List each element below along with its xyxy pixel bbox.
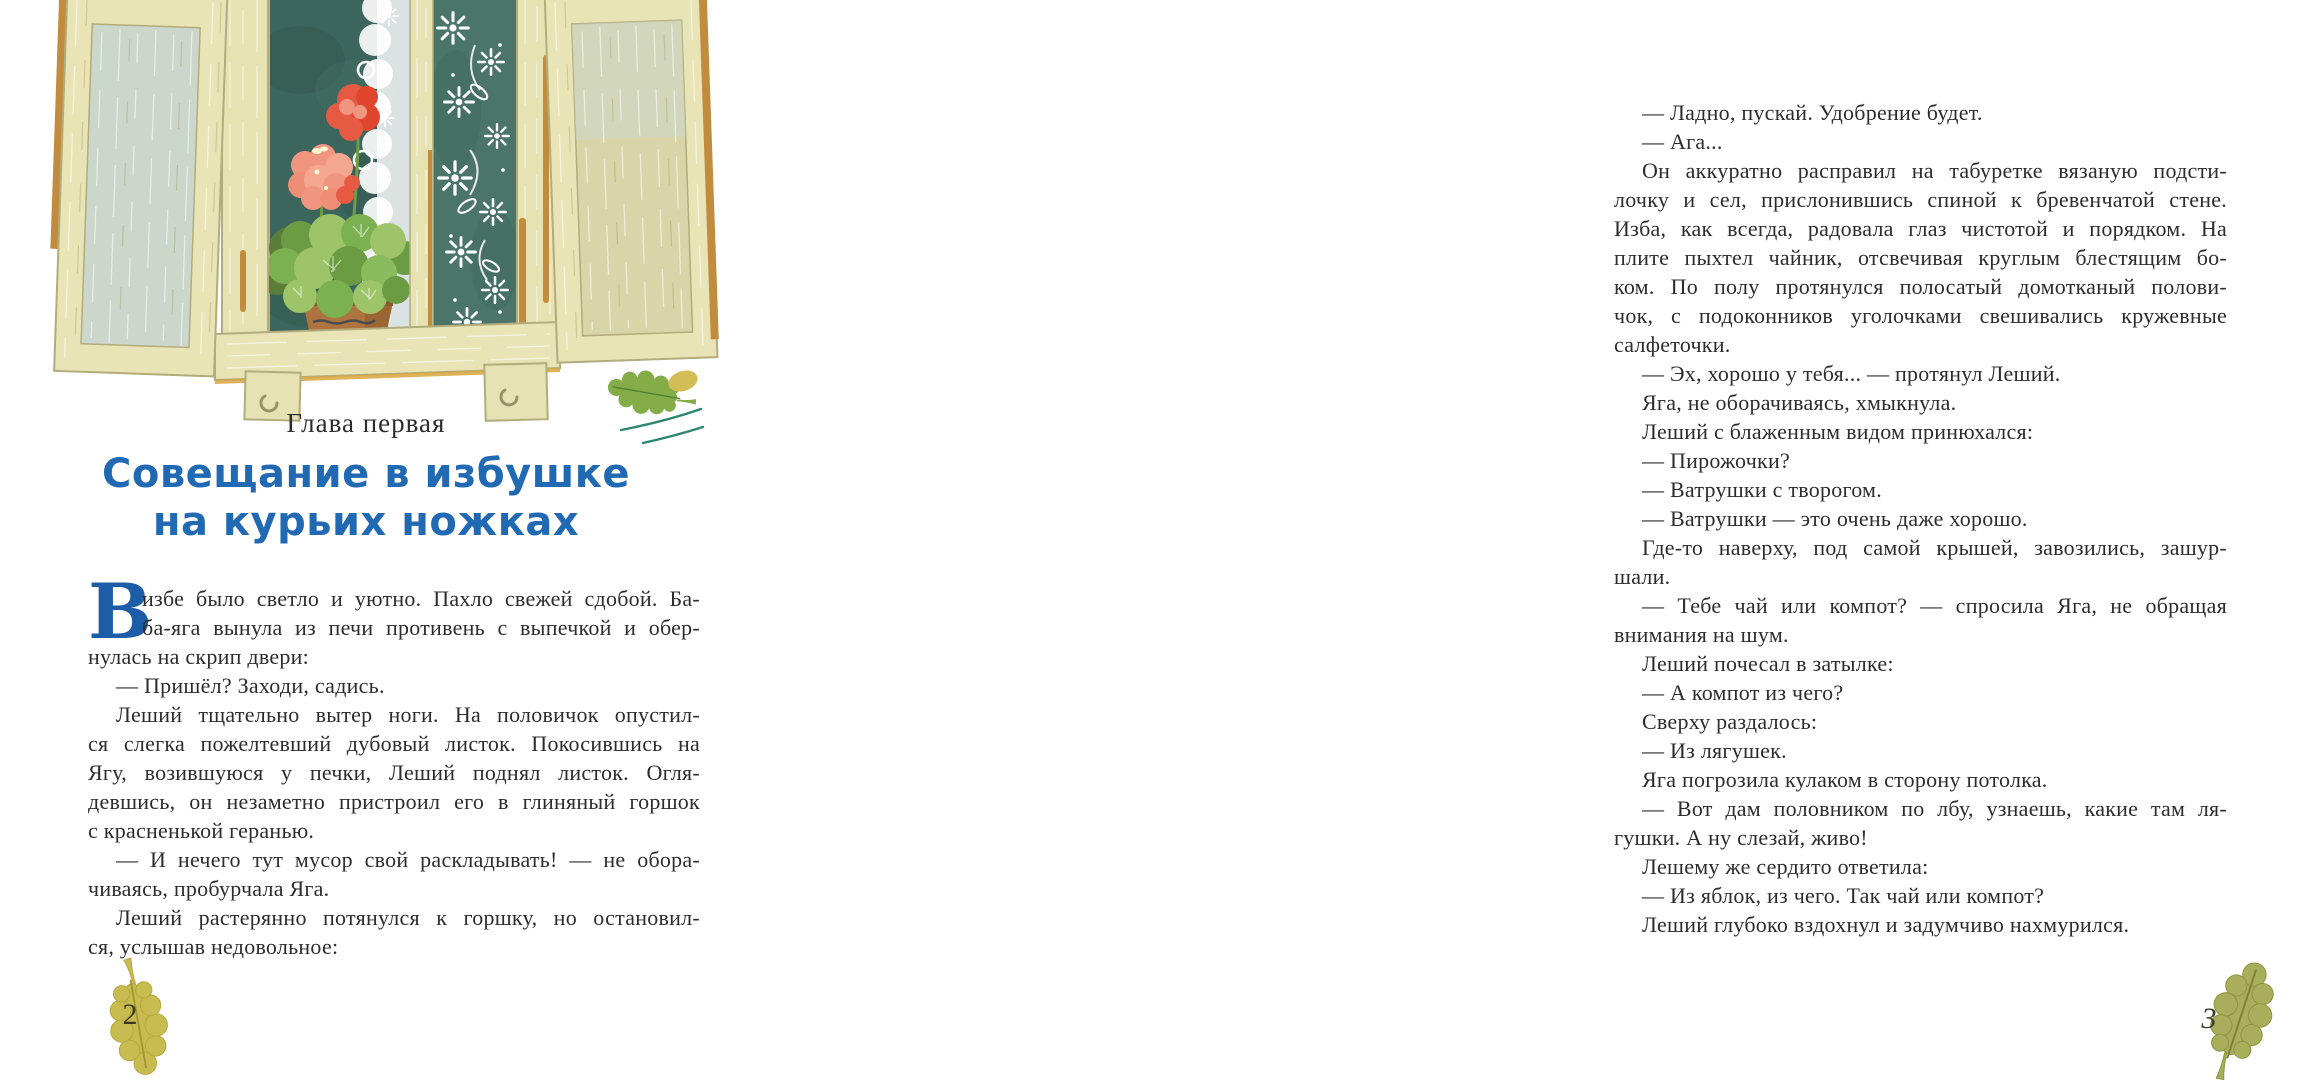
right-page-text [1614,98,2227,939]
text-line: — Эх, хорошо у тебя... — протянул Леший. [1642,361,2061,386]
text-line: девшись, он незаметно пристроил его в глиняный горшок [88,789,700,814]
left-page [0,0,769,1087]
text-line: — Ватрушки — это очень даже хорошо. [1642,506,2028,531]
geranium-leaves [260,214,422,318]
chapter-title [58,450,674,546]
text-line: гушки. А ну слезай, живо! [1614,825,1868,850]
page-number-oak-leaf-left [72,960,222,1088]
text-line: нулась на скрип двери: [88,644,309,669]
page-number-left: 2 [122,998,138,1031]
text-line: Леший тщательно вытер ноги. На половичок опустил- [116,702,700,727]
text-line: лочку и сел, прислонившись спиной к бревенчатой стене. [1614,187,2227,212]
text-line: Леший растерянно потянулся к горшку, но остановил- [116,905,700,930]
text-line: плите пыхтел чайник, отсвечивая круглым блестящим бо- [1614,245,2227,270]
text-line: Ягу, возившуюся у печки, Леший поднял листок. Огля- [88,760,700,785]
text-line: Изба, как всегда, радовала глаз чистотой и порядком. На [1614,216,2227,241]
chapter-title-line-2: на курьих ножках [152,499,580,545]
text-line: Леший с блаженным видом принюхался: [1642,419,2034,444]
text-line: — Пирожочки? [1642,448,1790,473]
text-line: — И нечего тут мусор свой раскладывать! — не обора- [116,847,700,872]
right-shutter [545,0,720,363]
text-line: Яга, не оборачиваясь, хмыкнула. [1642,390,1957,415]
text-line: чиваясь, пробурчала Яга. [88,876,330,901]
text-line: — Пришёл? Заходи, садись. [116,673,385,698]
text-line: — А компот из чего? [1642,680,1844,705]
text-line: — Из яблок, из чего. Так чай или компот? [1642,883,2045,908]
left-page-text [88,567,700,961]
text-line: салфеточки. [1614,332,1731,357]
left-shutter [46,0,227,376]
window-sill [215,322,560,421]
page-number-right: 3 [2201,1002,2217,1035]
text-line: Где-то наверху, под самой крышей, завозились, зашур- [1642,535,2227,560]
text-line: ся слегка пожелтевший дубовый листок. Покосившись на [88,731,700,756]
text-line: — Тебе чай или компот? — спросила Яга, не обращая [1642,593,2227,618]
chapter-title-line-1: Совещание в избушке [102,451,630,497]
right-page [769,0,2227,1087]
text-line: ся, услышав недовольное: [88,934,339,959]
text-line: чок, с подоконников уголочками свешивались кружевные [1614,303,2227,328]
text-line: — Ладно, пускай. Удобрение будет. [1642,100,1983,125]
text-line: Сверху раздалось: [1642,709,1818,734]
text-line: ком. По полу протянулся полосатый домотканый полови- [1614,274,2227,299]
text-line: Лешему же сердито ответила: [1642,854,1929,879]
text-line: ба-яга вынула из печи противень с выпечкой и обер- [142,615,700,640]
text-line: Он аккуратно расправил на табуретке вязаную подсти- [1642,158,2227,183]
text-line: — Ага... [1642,129,1723,154]
text-line: — Вот дам половником по лбу, узнаешь, какие там ля- [1642,796,2227,821]
text-line: внимания на шум. [1614,622,1789,647]
text-line: Яга погрозила кулаком в сторону потолка. [1642,767,2048,792]
text-line: избе было светло и уютно. Пахло свежей сдобой. Ба- [142,586,700,611]
text-line: — Ватрушки с творогом. [1642,477,1882,502]
text-line: — Из лягушек. [1642,738,1787,763]
text-line: шали. [1614,564,1671,589]
text-line: Леший почесал в затылке: [1642,651,1894,676]
window-illustration [55,0,715,450]
page-number-oak-leaf-right [2171,954,2308,1086]
text-line: Леший глубоко вздохнул и задумчиво нахмурился. [1642,912,2130,937]
drop-cap: В [88,567,151,656]
text-line: с красненькой геранью. [88,818,315,843]
chapter-label: Глава первая [286,408,446,438]
